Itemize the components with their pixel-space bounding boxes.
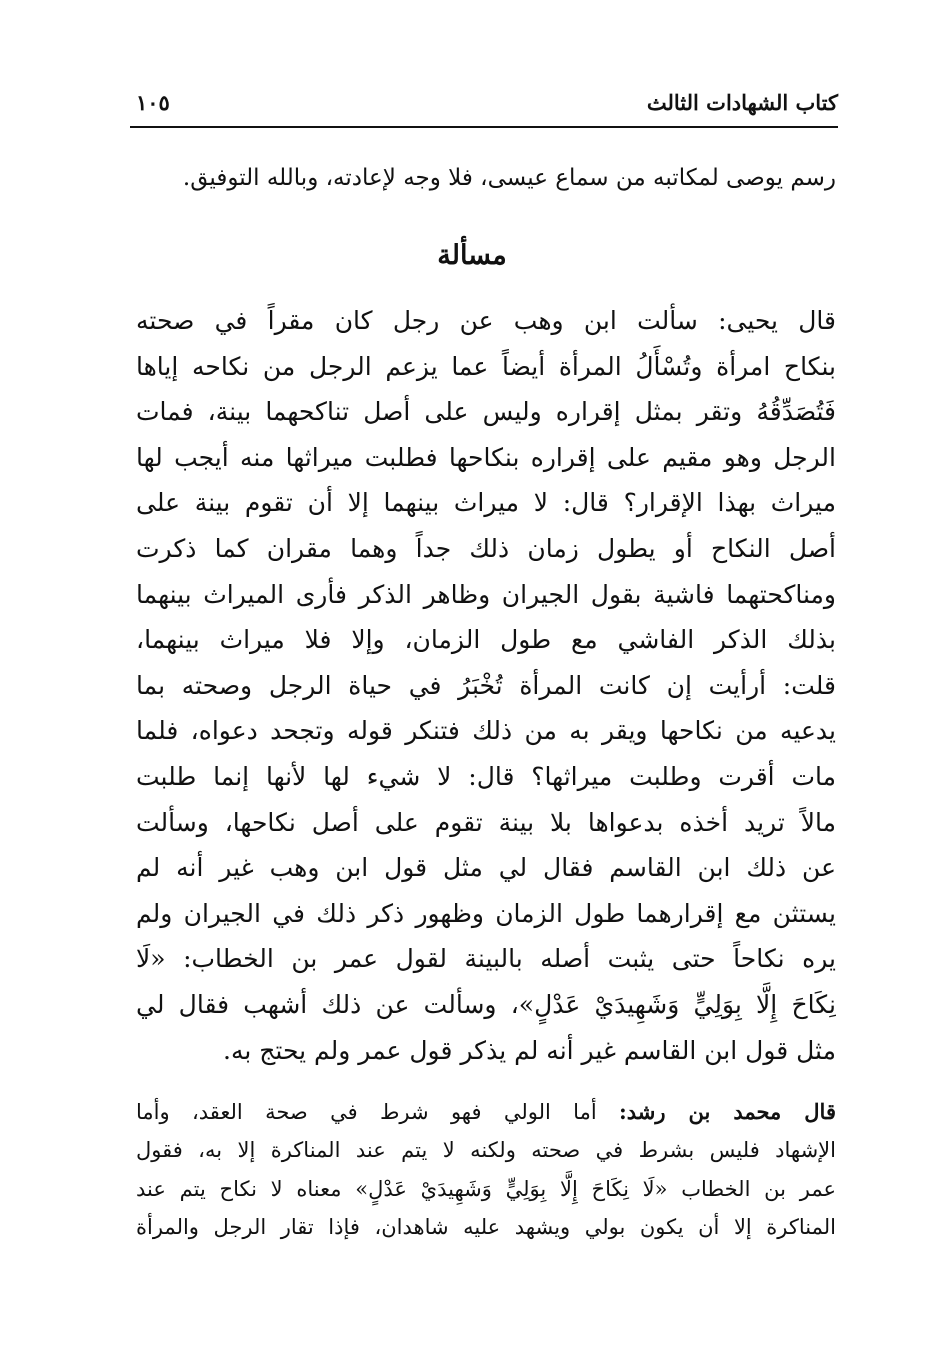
text-line: بنكاح امرأة وتُسْأَلُ المرأة أيضاً عما يزعم الرجل من نكاحه إياها bbox=[136, 351, 836, 381]
text-line: يستثن مع إقرارهما طول الزمان وظهور ذكر ذلك في الجيران ولم bbox=[136, 898, 836, 928]
commentary-line: عمر بن الخطاب «لَا نِكَاحَ إِلَّا بِوَلِيٍّ وَشَهِيدَيْ عَدْلٍ» معناه لا نكاح يتم عند bbox=[136, 1176, 836, 1201]
text-line: قال يحيى: سألت ابن وهب عن رجل كان مقراً في صحته bbox=[136, 306, 836, 335]
text-line: بذلك الذكر الفاشي مع طول الزمان، وإلا فلا ميراث بينهما، bbox=[136, 625, 836, 655]
commentary-line: المناكرة إلا أن يكون بولي ويشهد عليه شاهدان، فإذا تقار الرجل والمرأة bbox=[136, 1214, 836, 1239]
text-line: يدعيه من نكاحها ويقر به من ذلك فتنكر قوله وتجحد دعواه، فلما bbox=[136, 716, 836, 746]
text-line: قلت: أرأيت إن كانت المرأة تُخْبَرُ في حياة الرجل وصحته بما bbox=[136, 670, 836, 700]
continuation-paragraph bbox=[136, 158, 836, 198]
text-line: فَتُصَدِّقُهُ وتقر بمثل إقراره وليس على أصل تناكحهما بينة، فمات bbox=[136, 397, 836, 427]
section-heading: مسألة bbox=[437, 240, 507, 271]
commentary-paragraph bbox=[136, 1093, 836, 1246]
text-line: مالاً تريد أخذه بدعواها بلا بينة تقوم على أصل نكاحها، وسألت bbox=[136, 807, 836, 837]
text-line: أصل النكاح أو يطول زمان ذلك جداً وهما مقران كما ذكرت bbox=[136, 533, 836, 563]
text-line: يره نكاحاً حتى يثبت أصله بالبينة لقول عمر بن الخطاب: «لَا bbox=[136, 944, 836, 974]
continuation-line: رسم يوصى لمكاتبه من سماع عيسى، فلا وجه لإعادته، وبالله التوفيق. bbox=[182, 165, 836, 191]
main-paragraph bbox=[136, 298, 836, 1073]
text-line: ومناكحتهما فاشية بقول الجيران وظاهر الذكر فأرى الميراث بينهما bbox=[136, 579, 836, 609]
page-number: ١٠٥ bbox=[136, 90, 170, 115]
text-line: نِكَاحَ إِلَّا بِوَلِيٍّ وَشَهِيدَيْ عَدْلٍ»، وسألت عن ذلك أشهب فقال لي bbox=[136, 989, 836, 1019]
commentary-first-line bbox=[136, 1093, 836, 1131]
commentary-first-line-text: أما الولي فهو شرط في صحة العقد، وأما bbox=[136, 1100, 597, 1124]
running-header bbox=[130, 88, 838, 128]
text-line: الرجل وهو مقيم على إقراره بنكاحها فطلبت ميراثها منه أيجب لها bbox=[136, 442, 836, 472]
commentary-speaker: قال محمد بن رشد: bbox=[619, 1099, 836, 1124]
commentary-line: الإشهاد فليس بشرط في صحته ولكنه لا يتم عند المناكرة إلا به، فقول bbox=[136, 1138, 836, 1163]
header-title: كتاب الشهادات الثالث bbox=[646, 90, 838, 115]
text-line: ميراث بهذا الإقرار؟ قال: لا ميراث بينهما إلا أن تقوم بينة على bbox=[136, 488, 836, 518]
text-line: عن ذلك ابن القاسم فقال لي مثل قول ابن وهب غير أنه لم bbox=[136, 853, 836, 883]
text-line: مات أقرت وطلبت ميراثها؟ قال: لا شيء لها لأنها إنما طلبت bbox=[136, 761, 836, 791]
text-line: مثل قول ابن القاسم غير أنه لم يذكر قول عمر ولم يحتج به. bbox=[223, 1035, 836, 1065]
